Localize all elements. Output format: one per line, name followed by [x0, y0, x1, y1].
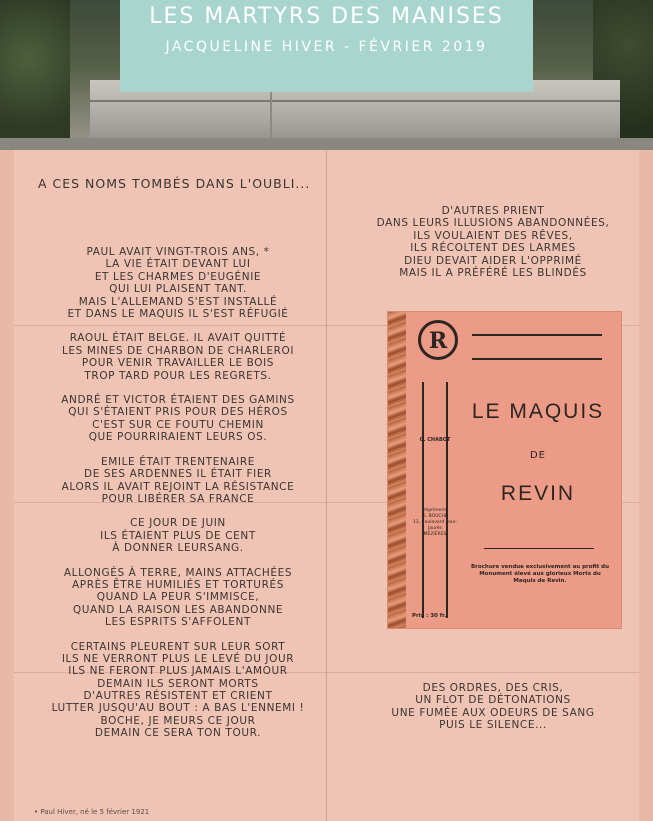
stanza: ALLONGÉS À TERRE, MAINS ATTACHÉES APRÈS ÊTRE HUMILIÉS ET TORTURÉS QUAND LA PEUR S'IMMISCE, QUAND LA RAISON LES ABANDONNE LES ESPRITS S'AFFOLENT — [63, 566, 293, 629]
cover-place: REVIN — [500, 482, 576, 505]
cover-marbled-spine — [388, 312, 406, 628]
cover-bar — [422, 382, 424, 618]
cover-bar — [446, 382, 448, 618]
stanza: PAUL AVAIT VINGT-TROIS ANS, * LA VIE ÉTAIT DEVANT LUI ET LES CHARMES D'EUGÉNIE QUI LUI PLAISENT TANT. MAIS L'ALLEMAND S'EST INSTALLÉ ET DANS LE MAQUIS IL S'EST RÉFUGIÉ — [67, 246, 289, 321]
page-title: LES MARTYRS DES MANISES — [149, 4, 504, 29]
stanza: DES ORDRES, DES CRIS, UN FLOT DE DÉTONATIONS UNE FUMÉE AUX ODEURS DE SANG PUIS LE SILENCE... — [391, 682, 595, 732]
author-date: JACQUELINE HIVER - FÉVRIER 2019 — [165, 39, 488, 55]
r-emblem-icon — [418, 320, 458, 360]
cover-de: DE — [529, 450, 547, 461]
left-column — [28, 246, 328, 702]
stanza: CERTAINS PLEURENT SUR LEUR SORT ILS NE VERRONT PLUS LE LEVÉ DU JOUR ILS NE FERONT PLUS JAMAIS L'AMOUR DEMAIN ILS SERONT MORTS — [61, 640, 295, 690]
title-banner — [120, 0, 533, 92]
ground — [0, 138, 653, 150]
brochure-cover-image — [388, 312, 621, 628]
cover-rule — [472, 358, 602, 360]
stanza: D'AUTRES PRIENT DANS LEURS ILLUSIONS ABANDONNÉES, ILS VOULAIENT DES RÊVES, ILS RÉCOLTENT DES LARMES DIEU DEVAIT AIDER L'OPPRIMÉ MAIS IL A PRÉFÉRÉ LES BLINDÉS — [376, 205, 610, 280]
stanza: ANDRÉ ET VICTOR ÉTAIENT DES GAMINS QUI S'ÉTAIENT PRIS POUR DES HÉROS C'EST SUR CE FOUTU CHEMIN QUE POURRIRAIENT LEURS OS. — [61, 394, 295, 444]
cover-rule — [484, 548, 594, 549]
trees-left — [0, 0, 70, 150]
cover-price: Prix : 30 fr. — [412, 613, 447, 619]
cover-note: Brochure vendue exclusivement au profit du Monument élevé aux glorieux Morts du Maquis de Revin. — [470, 564, 610, 584]
cover-rule — [472, 334, 602, 336]
poem-heading: A CES NOMS TOMBÉS DANS L'OUBLI... — [38, 176, 311, 191]
stanza: EMILE ÉTAIT TRENTENAIRE DE SES ARDENNES IL ÉTAIT FIER ALORS IL AVAIT REJOINT LA RÉSISTANCE POUR LIBÉRER SA FRANCE — [61, 455, 295, 505]
stanza: CE JOUR DE JUIN ILS ÉTAIENT PLUS DE CENT À DONNER LEURSANG. — [100, 517, 256, 555]
stanza: RAOUL ÉTAIT BELGE. IL AVAIT QUITTÉ LES MINES DE CHARBON DE CHARLEROI POUR VENIR TRAVAILLER LE BOIS TROP TARD POUR LES REGRETS. — [61, 332, 295, 382]
cover-title: LE MAQUIS — [471, 400, 605, 423]
emblem-letter: R — [428, 328, 448, 354]
cover-printer: Imprimerie G. BOUCHE 13, Boulevard Jean-Jaurès MÉZIÈRES — [412, 508, 458, 537]
stanza: D'AUTRES RÉSISTENT ET CRIENT LUTTER JUSQU'AU BOUT : A BAS L'ENNEMI ! BOCHE, JE MEURS CE JOUR DEMAIN CE SERA TON TOUR. — [51, 690, 305, 740]
footnote: • Paul Hiver, né le 5 février 1921 — [34, 808, 150, 816]
cover-author: G. CHABOT — [419, 437, 451, 443]
